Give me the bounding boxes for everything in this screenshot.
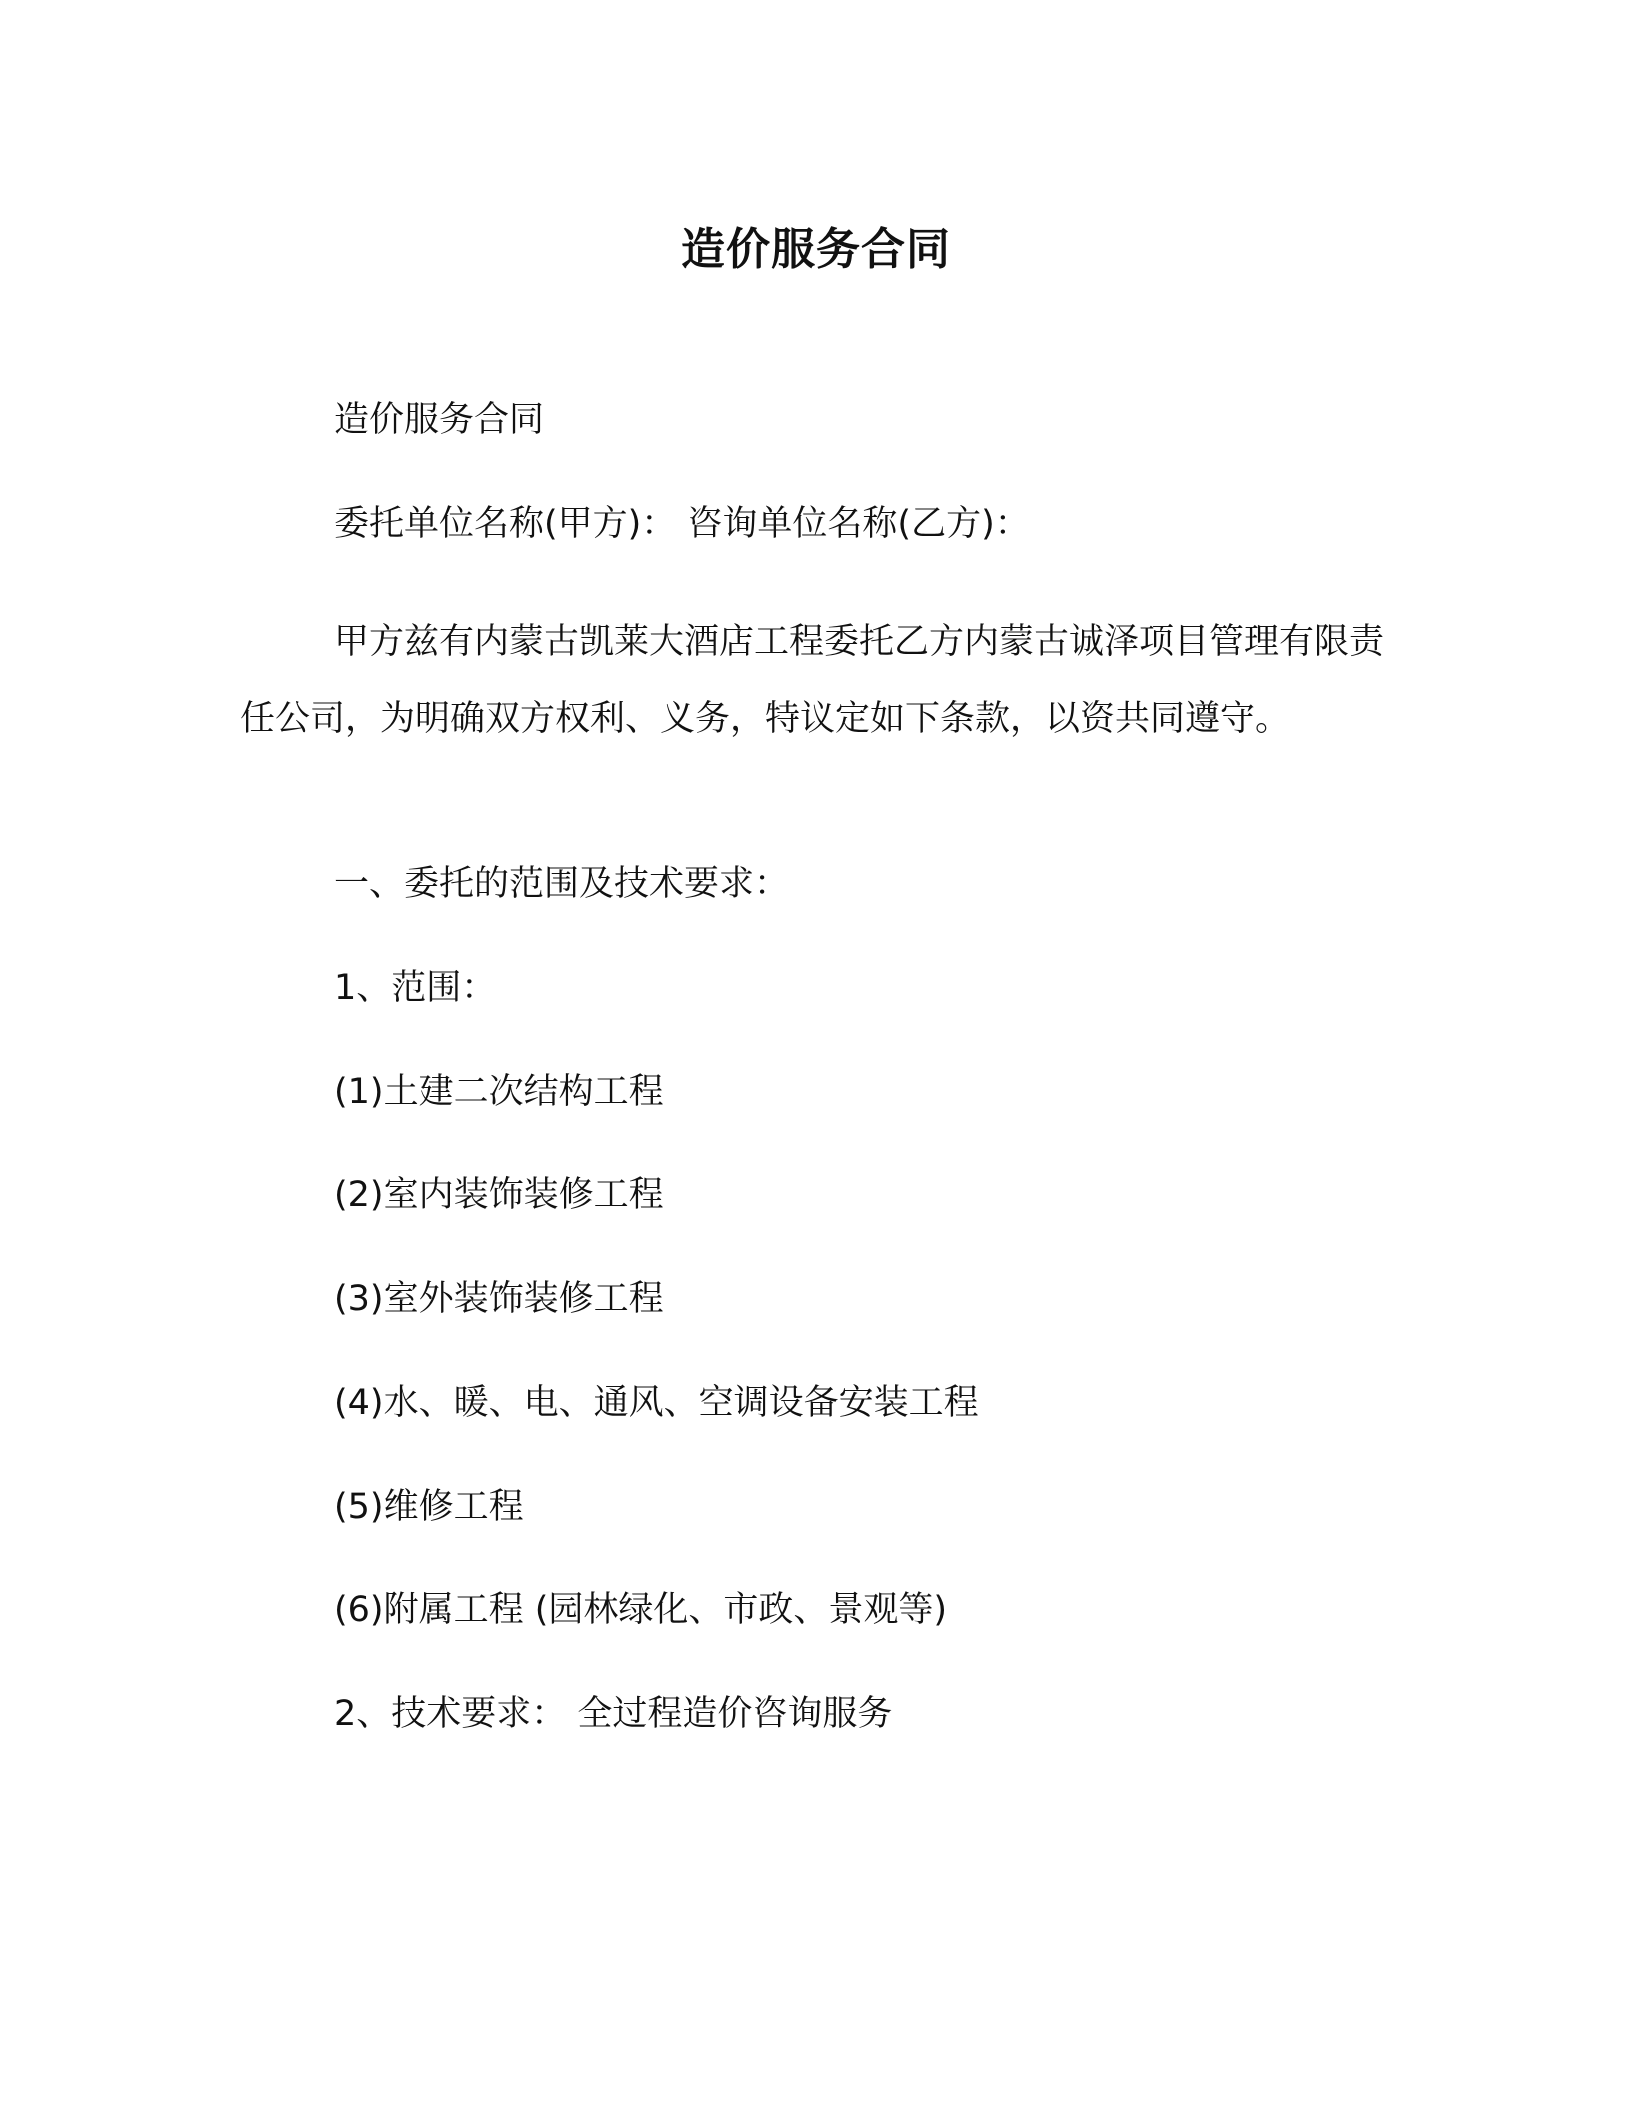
parties-line: 委托单位名称(甲方)： 咨询单位名称(乙方)： <box>334 504 1030 544</box>
scope-item-3: (3)室外装饰装修工程 <box>334 1279 664 1319</box>
scope-item-2: (2)室内装饰装修工程 <box>334 1175 664 1215</box>
technical-requirement-line: 2、技术要求： 全过程造价咨询服务 <box>334 1694 893 1734</box>
scope-item-4: (4)水、暖、电、通风、空调设备安装工程 <box>334 1383 979 1423</box>
document-title: 造价服务合同 <box>681 224 951 275</box>
scope-item-6: (6)附属工程 (园林绿化、市政、景观等) <box>334 1590 948 1630</box>
section-heading-scope-requirements: 一、委托的范围及技术要求： <box>334 864 790 904</box>
scope-heading: 1、范围： <box>334 968 497 1008</box>
scope-item-5: (5)维修工程 <box>334 1487 524 1527</box>
intro-paragraph: 甲方兹有内蒙古凯莱大酒店工程委托乙方内蒙古诚泽项目管理有限责任公司，为明确双方权利、义务，特议定如下条款，以资共同遵守。 <box>240 622 1385 739</box>
contract-subtitle: 造价服务合同 <box>334 400 545 440</box>
scope-item-1: (1)土建二次结构工程 <box>334 1072 664 1112</box>
